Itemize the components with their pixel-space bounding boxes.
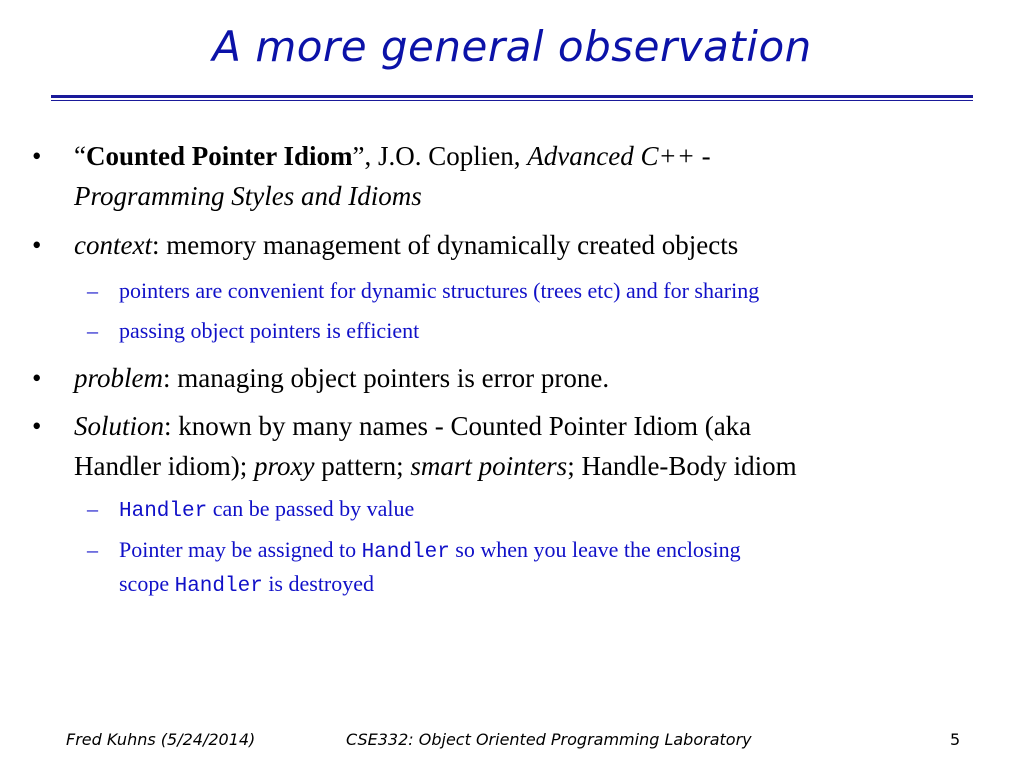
- sub-bullet-pointers-convenient: [87, 274, 760, 308]
- dash-marker: –: [87, 278, 98, 303]
- sub-bullet-text-b: so when you leave the enclosing: [449, 537, 741, 562]
- proxy-term: proxy: [253, 451, 315, 481]
- solution-line2-a: Handler idiom);: [74, 451, 254, 481]
- sub-bullet-text-c: scope: [119, 571, 175, 596]
- handler-code: Handler: [119, 500, 208, 523]
- title-rule-thin: [51, 100, 973, 101]
- footer-course: CSE332: Object Oriented Programming Laboratory: [346, 730, 752, 749]
- bullet-marker: •: [32, 230, 42, 260]
- bullet-marker: •: [32, 411, 42, 441]
- bullet-reference-line2: [74, 176, 422, 216]
- idiom-name: Counted Pointer Idiom: [85, 141, 353, 171]
- problem-text: : managing object pointers is error prone.: [163, 363, 610, 393]
- bullet-marker: •: [32, 141, 42, 171]
- open-quote: “: [74, 141, 86, 171]
- context-term: context: [74, 230, 152, 260]
- solution-line2-c: ; Handle-Body idiom: [567, 451, 797, 481]
- sub-bullet-passing-efficient: [87, 314, 420, 348]
- sub-bullet-text: can be passed by value: [207, 496, 415, 521]
- sub-bullet-text-a: Pointer may be assigned to: [119, 537, 362, 562]
- solution-term: Solution: [74, 411, 165, 441]
- context-text: : memory management of dynamically created objects: [151, 230, 739, 260]
- problem-term: problem: [74, 363, 163, 393]
- bullet-solution-line2: [74, 446, 797, 486]
- bullet-marker: •: [32, 363, 42, 393]
- sub-bullet-text-d: is destroyed: [262, 571, 375, 596]
- sub-bullet-text: pointers are convenient for dynamic structures (trees etc) and for sharing: [119, 278, 760, 303]
- dash-marker: –: [87, 537, 98, 562]
- author-text: ”, J.O. Coplien,: [352, 141, 528, 171]
- book-title-part1: Advanced C++ -: [527, 141, 711, 171]
- dash-marker: –: [87, 318, 98, 343]
- bullet-reference: [32, 136, 711, 176]
- sub-bullet-text: passing object pointers is efficient: [119, 318, 420, 343]
- bullet-solution: [32, 406, 752, 446]
- footer-author: Fred Kuhns (5/24/2014): [66, 730, 256, 749]
- title-rule-thick: [51, 95, 973, 98]
- handler-code: Handler: [361, 541, 450, 564]
- solution-text: : known by many names - Counted Pointer Idiom (aka: [164, 411, 752, 441]
- dash-marker: –: [87, 496, 98, 521]
- sub-bullet-handler-by-value: [87, 492, 415, 529]
- bullet-context: [32, 225, 739, 265]
- solution-line2-b: pattern;: [314, 451, 411, 481]
- smart-pointers-term: smart pointers: [410, 451, 568, 481]
- sub-bullet-pointer-assigned-line2: [119, 567, 374, 604]
- sub-bullet-pointer-assigned: [87, 533, 741, 570]
- bullet-problem: [32, 358, 610, 398]
- book-title-part2: Programming Styles and Idioms: [74, 181, 422, 211]
- slide-title: A more general observation: [212, 22, 812, 71]
- handler-code: Handler: [174, 575, 263, 598]
- footer-page-number: 5: [950, 730, 961, 749]
